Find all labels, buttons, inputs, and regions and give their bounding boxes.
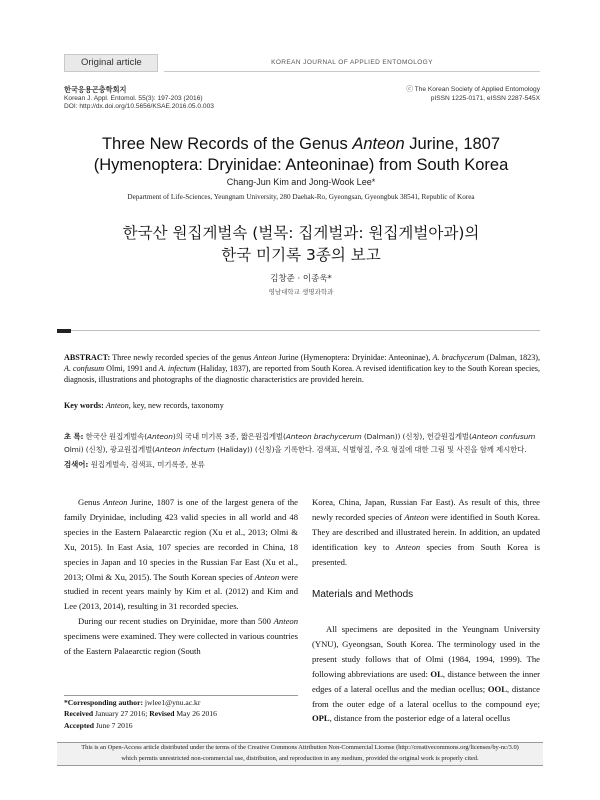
keywords-text: , key, new records, taxonomy	[128, 401, 224, 410]
body-text: were studied in recent years mainly by Kim et al. (2012) and Kim and Lee (2013, 2014), resulting in 31 recorded species.	[64, 571, 298, 612]
body-text: , distance from the posterior edge of a lateral ocellus	[329, 713, 511, 724]
abstract-species: A. confusum	[64, 364, 105, 374]
abstract-kr-label: 초 록:	[64, 432, 84, 441]
section-heading-methods: Materials and Methods	[312, 589, 414, 600]
abstract-kr	[64, 431, 540, 456]
methods-paragraph-1	[312, 622, 540, 726]
body-genus: Anteon	[103, 497, 128, 507]
corresponding-label: *Corresponding author:	[64, 698, 143, 707]
abstract-text: (Dalman, 1823),	[484, 353, 540, 362]
revised-date: May 26 2016	[174, 709, 217, 719]
keywords-kr-text: 원집게벌속, 검색표, 미기록종, 분류	[88, 460, 205, 469]
abstract-label: ABSTRACT:	[64, 353, 111, 362]
abstract-kr-genus: Anteon	[147, 432, 173, 441]
revised-label: Revised	[149, 709, 175, 719]
abstract-species: A. brachycerum	[432, 353, 485, 362]
body-column-left	[64, 495, 298, 659]
license-line-2: which permits unrestricted non-commercial use, distribution, and reproduction in any medium, provided the original work is properly cited.	[121, 754, 479, 762]
keywords-en	[64, 400, 540, 411]
journal-name-banner	[164, 54, 540, 72]
abstract-kr-species: Anteon brachycerum	[285, 432, 362, 441]
corresponding-author	[64, 697, 298, 708]
correspondence-footnote	[64, 697, 298, 731]
abbreviation: OOL	[487, 683, 507, 694]
abstract-species: A. infectum	[158, 364, 196, 374]
journal-name: KOREAN JOURNAL OF APPLIED ENTOMOLOGY	[271, 59, 433, 66]
journal-name-kr: 한국응용곤충학회지	[64, 85, 127, 94]
abstract-text: Three newly recorded species of the genus	[110, 353, 254, 362]
abstract-text: Jurine (Hymenoptera: Dryinidae: Anteoninae),	[276, 353, 433, 362]
abstract-kr-text: Olmi) (신칭), 광교원집게벌(	[64, 444, 155, 454]
abstract-kr-text: 한국산 원집게벌속(	[83, 432, 148, 441]
title-kr-line1: 한국산 원집게벌속 (벌목: 집게벌과: 원집게벌아과)의	[122, 224, 480, 242]
received-date: January 27 2016;	[93, 709, 150, 719]
title-kr-line2: 한국 미기록 3종의 보고	[221, 246, 381, 264]
body-text: specimens were examined. They were collected in various countries of the Eastern Palaearctic region (South	[64, 631, 298, 657]
society-block	[350, 86, 540, 103]
authors-en: Chang-Jun Kim and Jong-Wook Lee*	[226, 177, 376, 187]
body-text: were identified in South Korea. They are described and illustrated herein. In addition, an updated identification key to	[312, 511, 540, 552]
abstract-text: Olmi, 1991 and	[104, 364, 159, 374]
body-column-right	[312, 495, 540, 570]
abstract-en	[64, 352, 540, 386]
body-text: During our recent studies on Dryinidae, more than 500	[78, 616, 274, 627]
society-copyright: ⓒ The Korean Society of Applied Entomology	[406, 86, 540, 93]
abstract-kr-text: (Haliday)) (신칭)을 기록한다. 검색표, 식별형질, 주요 형질에 대한 그림 및 사진을 함께 제시한다.	[214, 444, 527, 454]
body-text: All specimens are deposited in the Yeungnam University (YNU), Gyeongsan, South Korea. The terminology used in the present study follows that of Olmi (1984, 1994, 1999). The following abbreviations are used:	[312, 624, 540, 679]
intro-paragraph-1	[64, 495, 298, 614]
affiliation-en: Department of Life-Sciences, Yeungnam University, 280 Daehak-Ro, Gyeongsan, Gyeongbuk 38541, Republic of Korea	[127, 193, 475, 201]
abbreviation: OPL	[312, 713, 330, 724]
abstract-kr-species: Anteon infectum	[154, 444, 215, 454]
abstract-text: (Haliday, 1837), are reported from South Korea. A revised identification key to the South Korean species, diagnosis, illustrations and photographs of the diagnostic characteristics are provided herein.	[64, 364, 540, 385]
methods-column	[312, 622, 540, 726]
body-text: Jurine, 1807 is one of the largest genera of the family Dryinidae, including 423 valid species in all world and 48 species in the Eastern Palaearctic region (Xu et al., 2013; Olmi & Xu, 2015). In East Asia, 107 species are recorded in China, 18 species in Japan and 10 species in the Russian Far East (Xu et al., 2013; Olmi & Xu, 2015). The South Korean species of	[64, 497, 298, 582]
abstract-kr-text: )의 국내 미기록 3종, 짧은원집게벌(	[172, 432, 286, 441]
issn: pISSN 1225-0171, eISSN 2287-545X	[430, 94, 540, 102]
divider-line	[71, 330, 540, 331]
abstract-genus: Anteon	[253, 353, 277, 362]
body-genus: Anteon	[273, 616, 298, 627]
doi-link[interactable]: DOI: http://dx.doi.org/10.5656/KSAE.2016.05.0.003	[64, 103, 214, 111]
keywords-label: Key words:	[64, 401, 104, 410]
body-genus: Anteon	[254, 571, 280, 582]
article-type-label: Original article	[81, 57, 142, 68]
corresponding-email[interactable]: jwlee1@ynu.ac.kr	[142, 698, 201, 707]
accepted	[64, 720, 298, 731]
accepted-label: Accepted	[64, 720, 94, 730]
license-line-1: This is an Open-Access article distributed under the terms of the Creative Commons Attribution Non-Commercial License (http://creativecommons.org/licenses/by-nc/3.0)	[81, 744, 519, 751]
abstract-kr-species: Anteon confusum	[471, 432, 536, 441]
title-en-line1	[64, 134, 538, 155]
title-en-part: Three New Records of the Genus	[101, 135, 353, 153]
license-box	[57, 742, 543, 766]
body-genus: Anteon	[395, 541, 421, 552]
authors-kr: 김창준 · 이종욱*	[270, 274, 332, 284]
affiliation-kr: 영남대학교 생명과학과	[268, 288, 334, 296]
body-text: Korea, China, Japan, Russian Far East). As result of this, three newly recorded species of	[312, 497, 540, 522]
body-genus: Anteon	[404, 511, 429, 522]
title-en-genus: Anteon	[352, 135, 405, 153]
intro-paragraph-2	[64, 614, 298, 659]
body-text: , distance from the outer edge of a lateral ocellus to the compound eye;	[312, 683, 540, 709]
accepted-date: June 7 2016	[93, 720, 133, 730]
title-en-line2: (Hymenoptera: Dryinidae: Anteoninae) from South Korea	[93, 156, 509, 174]
divider-accent	[57, 329, 71, 333]
citation: Korean J. Appl. Entomol. 55(3): 197-203 (2016)	[64, 94, 203, 102]
title-en-part: Jurine, 1807	[404, 135, 501, 153]
article-type-tag	[64, 54, 158, 72]
footnote-divider	[64, 695, 298, 696]
paper-title-en	[64, 134, 538, 176]
body-text: , distance between the inner edges of a lateral ocellus and the median ocellus;	[312, 668, 540, 694]
body-text: species from South Korea is presented.	[312, 541, 540, 567]
keyword-genus: Anteon	[105, 401, 129, 410]
keywords-kr	[64, 459, 540, 470]
abstract-kr-text: (Dalman)) (신칭), 헌갈원집게벌(	[361, 432, 472, 441]
paper-title-kr	[64, 222, 538, 266]
received-label: Received	[64, 709, 94, 719]
body-text: Genus	[78, 497, 104, 507]
keywords-kr-label: 검색어:	[64, 460, 89, 469]
received-revised	[64, 708, 298, 719]
intro-paragraph-continued	[312, 495, 540, 570]
abbreviation: OL	[430, 668, 443, 679]
citation-block	[64, 86, 324, 112]
